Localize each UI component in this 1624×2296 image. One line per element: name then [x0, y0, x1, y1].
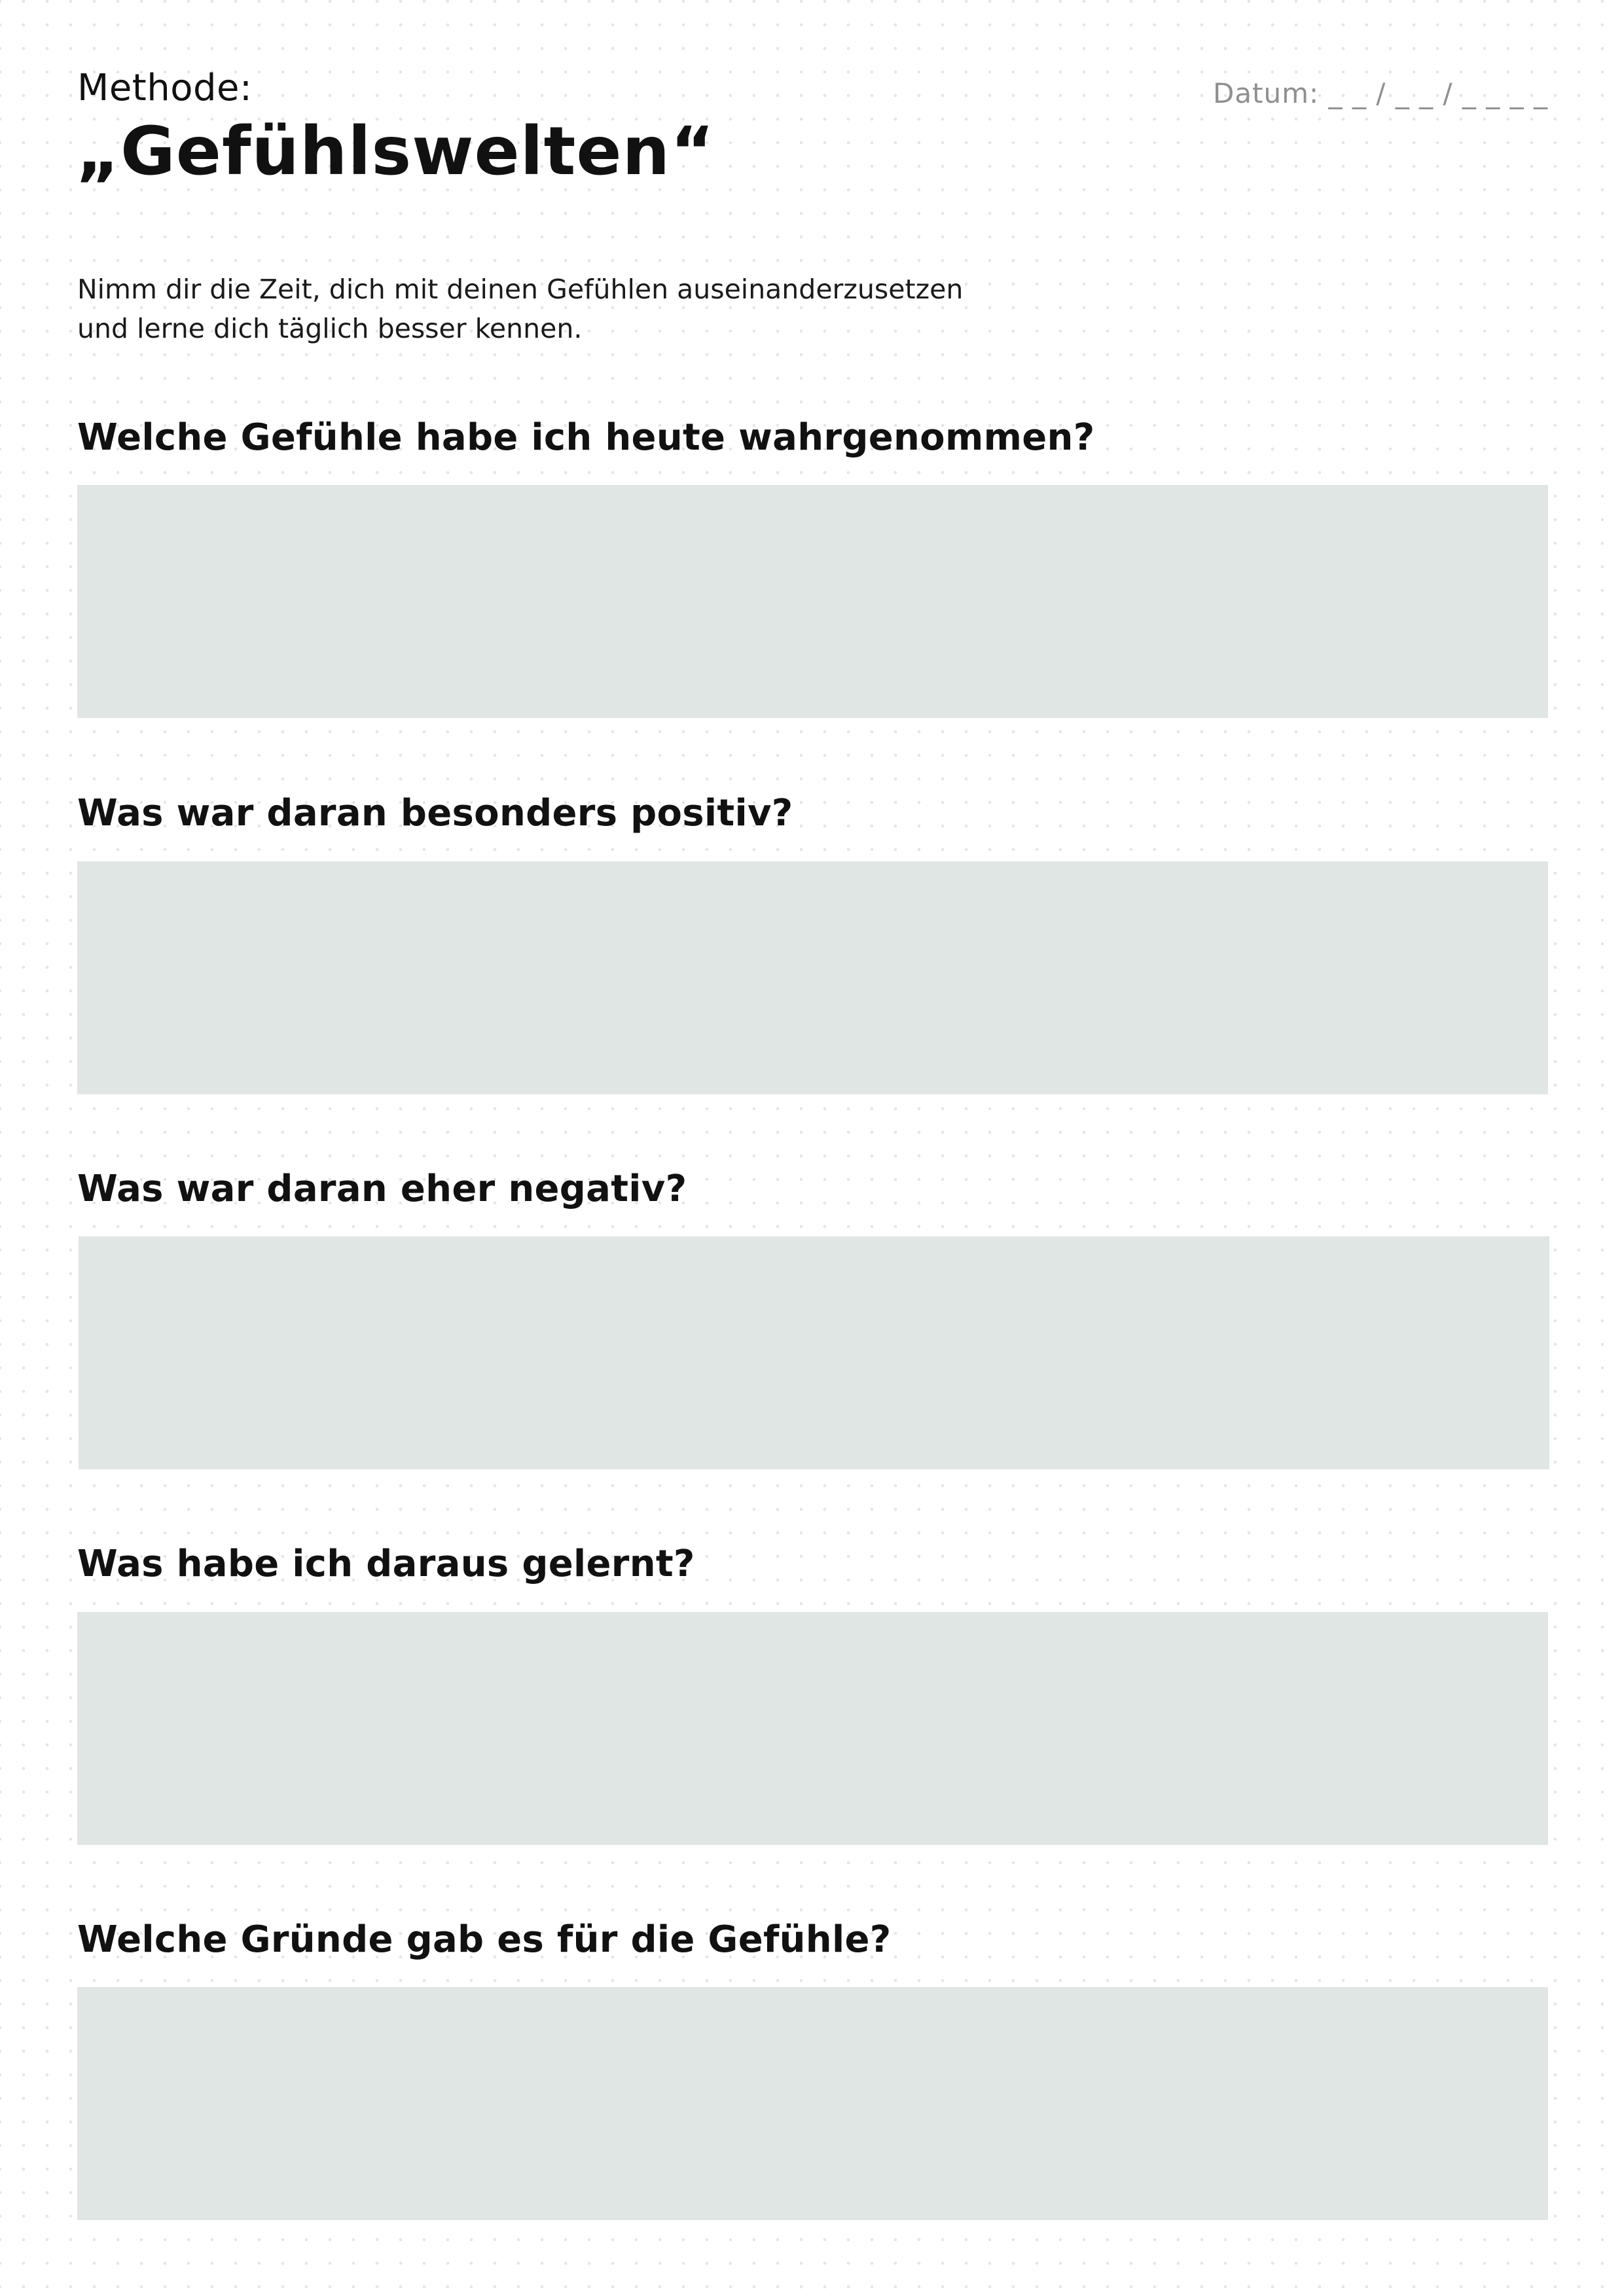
answer-box-4[interactable]: [77, 1612, 1548, 1845]
method-label: Methode:: [77, 67, 253, 109]
answer-box-1[interactable]: [77, 485, 1548, 718]
question-1-label: Welche Gefühle habe ich heute wahrgenommen?: [77, 416, 1095, 459]
answer-box-3[interactable]: [79, 1236, 1549, 1469]
question-3-label: Was war daran eher negativ?: [77, 1168, 687, 1210]
intro-line-2: und lerne dich täglich besser kennen.: [77, 313, 583, 344]
page-title: „Gefühlswelten“: [76, 113, 715, 190]
answer-box-5[interactable]: [77, 1987, 1548, 2220]
intro-line-1: Nimm dir die Zeit, dich mit deinen Gefühlen auseinanderzusetzen: [77, 274, 964, 305]
question-5-label: Welche Gründe gab es für die Gefühle?: [77, 1918, 892, 1961]
date-field[interactable]: Datum: _ _ / _ _ / _ _ _ _: [1212, 77, 1548, 109]
question-2-label: Was war daran besonders positiv?: [77, 792, 793, 834]
question-4-label: Was habe ich daraus gelernt?: [77, 1543, 695, 1585]
intro-text: [77, 270, 1125, 348]
answer-box-2[interactable]: [77, 861, 1548, 1094]
